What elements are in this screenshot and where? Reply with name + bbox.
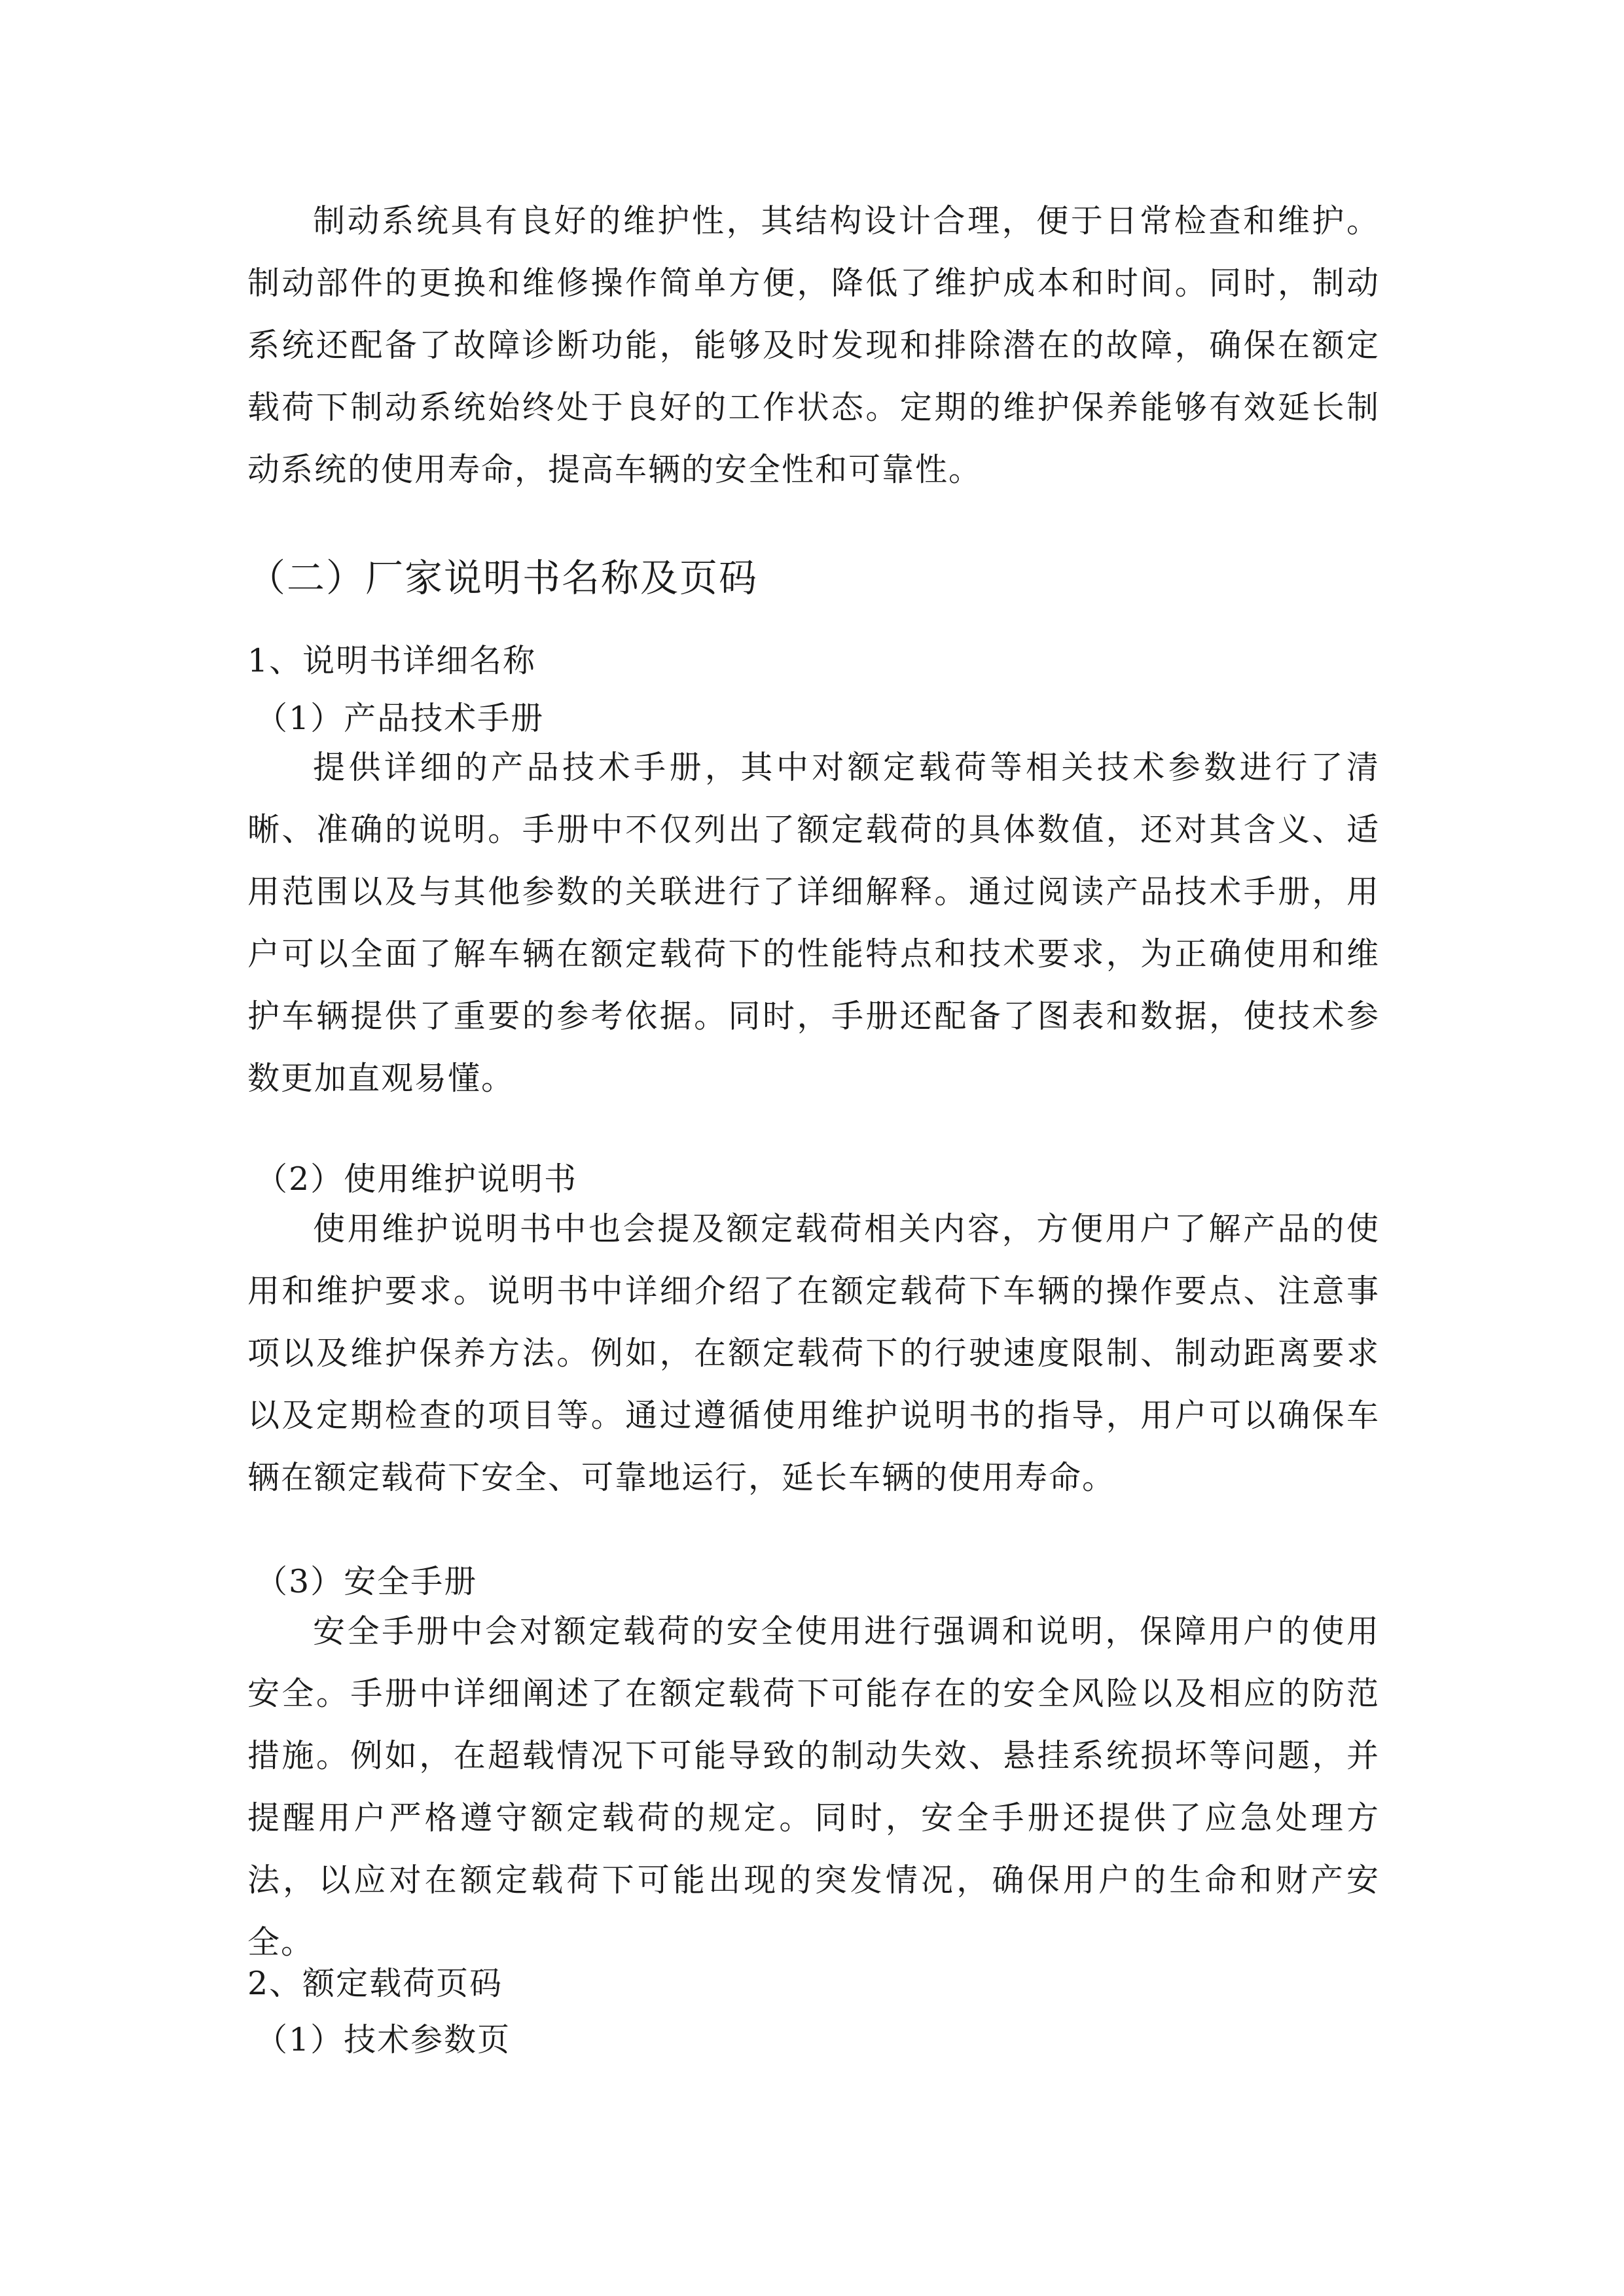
intro-paragraph: 制动系统具有良好的维护性，其结构设计合理，便于日常检查和维护。制动部件的更换和维修操作简单方便，降低了维护成本和时间。同时，制动系统还配备了故障诊断功能，能够及时发现和排除潜在的故障，确保在额定载荷下制动系统始终处于良好的工作状态。定期的维护保养能够有效延长制动系统的使用寿命，提高车辆的安全性和可靠性。 bbox=[247, 202, 1380, 488]
item-1-body: 提供详细的产品技术手册，其中对额定载荷等相关技术参数进行了清晰、准确的说明。手册中不仅列出了额定载荷的具体数值，还对其含义、适用范围以及与其他参数的关联进行了详细解释。通过阅读产品技术手册，用户可以全面了解车辆在额定载荷下的性能特点和技术要求，为正确使用和维护车辆提供了重要的参考依据。同时，手册还配备了图表和数据，使技术参数更加直观易懂。 bbox=[247, 749, 1380, 1097]
item-1-heading: （1）产品技术手册 bbox=[255, 700, 545, 737]
subsection-1-heading: 1、说明书详细名称 bbox=[247, 642, 537, 679]
section-heading: （二）厂家说明书名称及页码 bbox=[247, 556, 759, 600]
subsection-2-item-1-heading: （1）技术参数页 bbox=[255, 2021, 511, 2058]
subsection-2-heading: 2、额定载荷页码 bbox=[247, 1965, 503, 2002]
item-3-heading: （3）安全手册 bbox=[255, 1563, 478, 1600]
item-2-body: 使用维护说明书中也会提及额定载荷相关内容，方便用户了解产品的使用和维护要求。说明书中详细介绍了在额定载荷下车辆的操作要点、注意事项以及维护保养方法。例如，在额定载荷下的行驶速度限制、制动距离要求以及定期检查的项目等。通过遵循使用维护说明书的指导，用户可以确保车辆在额定载荷下安全、可靠地运行，延长车辆的使用寿命。 bbox=[247, 1210, 1380, 1496]
item-3-body: 安全手册中会对额定载荷的安全使用进行强调和说明，保障用户的使用安全。手册中详细阐述了在额定载荷下可能存在的安全风险以及相应的防范措施。例如，在超载情况下可能导致的制动失效、悬挂系统损坏等问题，并提醒用户严格遵守额定载荷的规定。同时，安全手册还提供了应急处理方法，以应对在额定载荷下可能出现的突发情况，确保用户的生命和财产安全。 bbox=[247, 1613, 1380, 1961]
item-2-heading: （2）使用维护说明书 bbox=[255, 1160, 578, 1198]
